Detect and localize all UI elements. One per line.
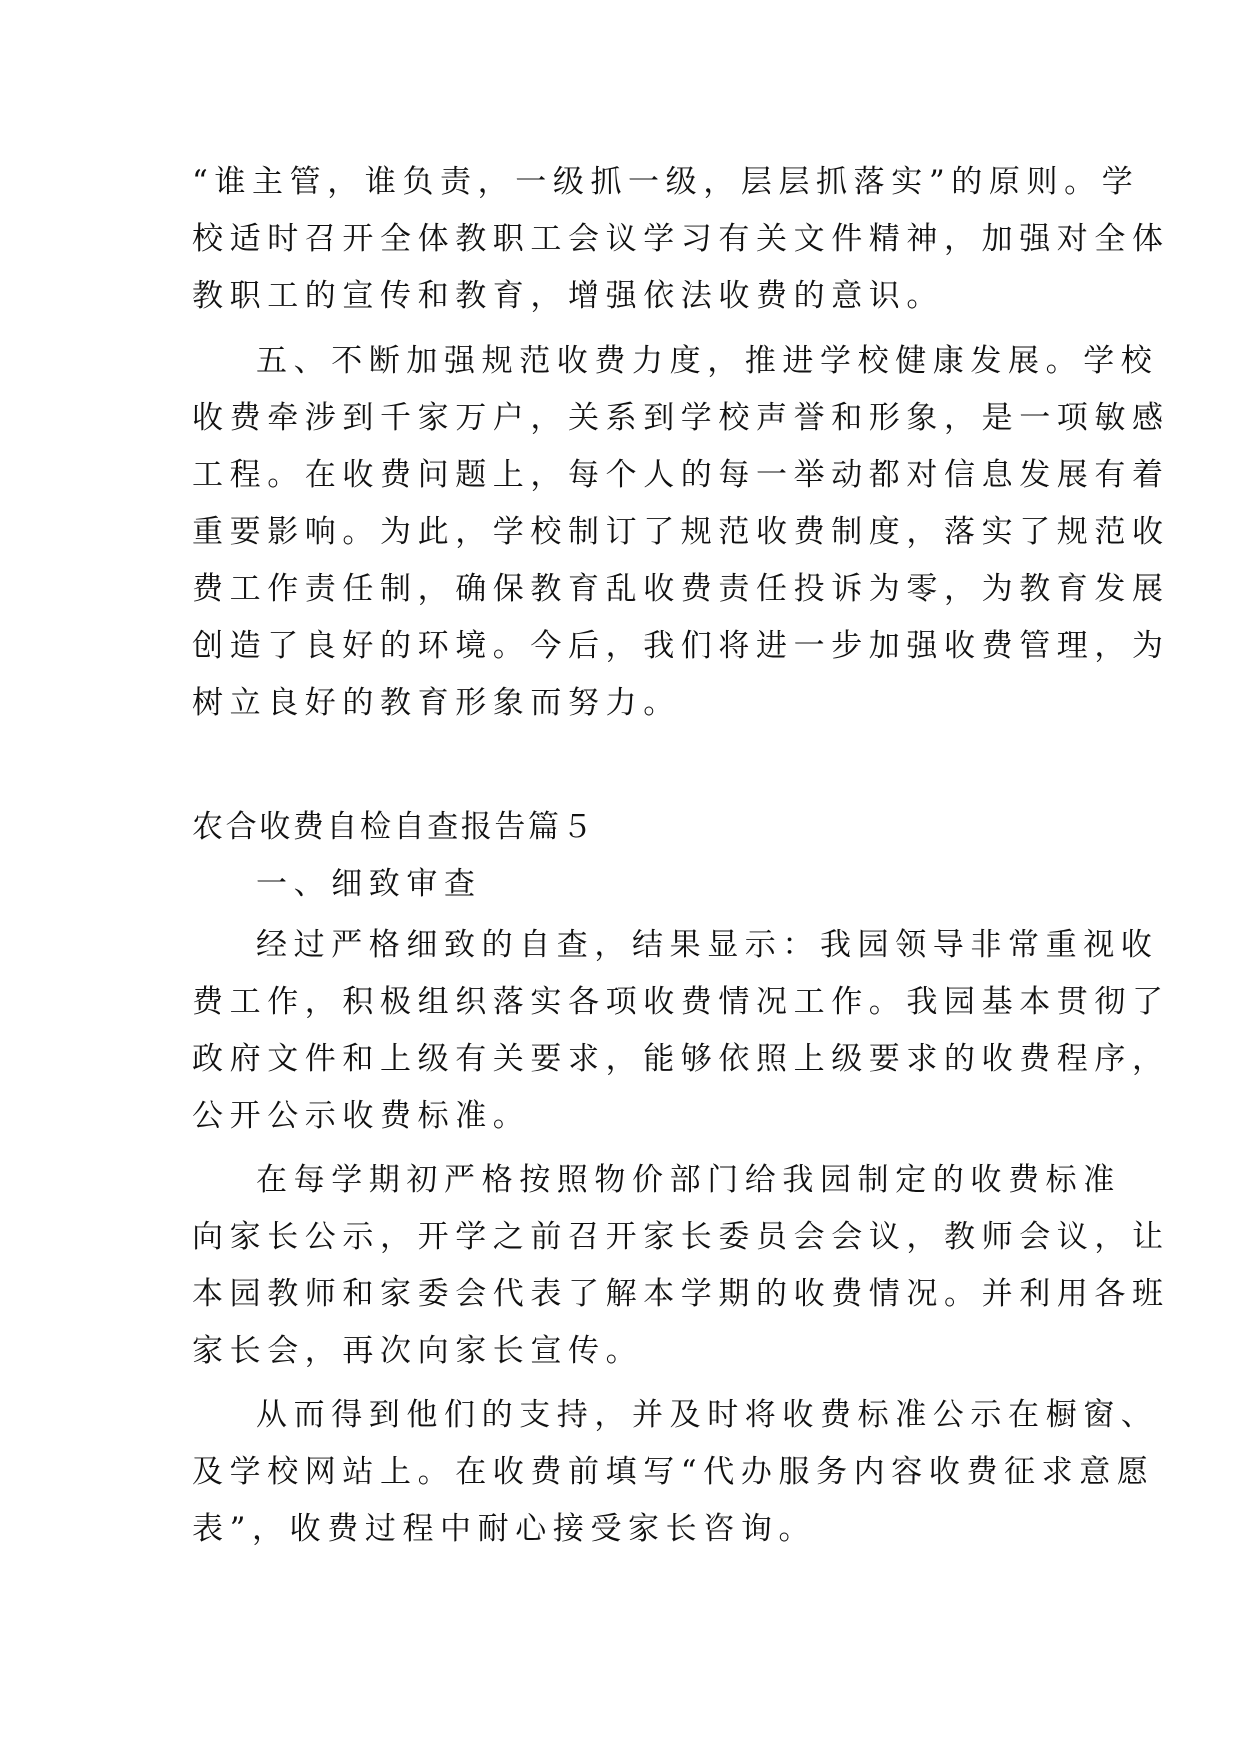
paragraph-4-line-3: 本园教师和家委会代表了解本学期的收费情况。并利用各班	[192, 1276, 1170, 1312]
paragraph-3-line-4: 公开公示收费标准。	[192, 1098, 531, 1134]
paragraph-2-line-4: 重要影响。为此，学校制订了规范收费制度，落实了规范收	[192, 514, 1170, 550]
section-title: 农合收费自检自查报告篇５	[192, 809, 596, 845]
paragraph-2-line-1: 五、不断加强规范收费力度，推进学校健康发展。学校	[256, 343, 1159, 379]
paragraph-2-line-6: 创造了良好的环境。今后，我们将进一步加强收费管理，为	[192, 628, 1170, 664]
paragraph-2-line-3: 工程。在收费问题上，每个人的每一举动都对信息发展有着	[192, 457, 1170, 493]
paragraph-4-line-2: 向家长公示，开学之前召开家长委员会会议，教师会议，让	[192, 1219, 1170, 1255]
paragraph-1-line-1: “谁主管，谁负责，一级抓一级，层层抓落实”的原则。学	[192, 164, 1140, 200]
subheading: 一、细致审查	[256, 866, 482, 902]
paragraph-1-line-3: 教职工的宣传和教育，增强依法收费的意识。	[192, 278, 944, 314]
paragraph-2-line-5: 费工作责任制，确保教育乱收费责任投诉为零，为教育发展	[192, 571, 1170, 607]
paragraph-2-line-7: 树立良好的教育形象而努力。	[192, 685, 681, 721]
paragraph-5-line-1: 从而得到他们的支持，并及时将收费标准公示在橱窗、	[256, 1397, 1159, 1433]
paragraph-3-line-1: 经过严格细致的自查，结果显示：我园领导非常重视收	[256, 927, 1159, 963]
paragraph-5-line-2: 及学校网站上。在收费前填写“代办服务内容收费征求意愿	[192, 1454, 1155, 1490]
paragraph-3-line-2: 费工作，积极组织落实各项收费情况工作。我园基本贯彻了	[192, 984, 1170, 1020]
paragraph-3-line-3: 政府文件和上级有关要求，能够依照上级要求的收费程序，	[192, 1041, 1170, 1077]
paragraph-5-line-3: 表”，收费过程中耐心接受家长咨询。	[192, 1511, 817, 1547]
paragraph-1-line-2: 校适时召开全体教职工会议学习有关文件精神，加强对全体	[192, 221, 1170, 257]
paragraph-4-line-4: 家长会，再次向家长宣传。	[192, 1333, 644, 1369]
paragraph-4-line-1: 在每学期初严格按照物价部门给我园制定的收费标准	[256, 1162, 1121, 1198]
paragraph-2-line-2: 收费牵涉到千家万户，关系到学校声誉和形象，是一项敏感	[192, 400, 1170, 436]
